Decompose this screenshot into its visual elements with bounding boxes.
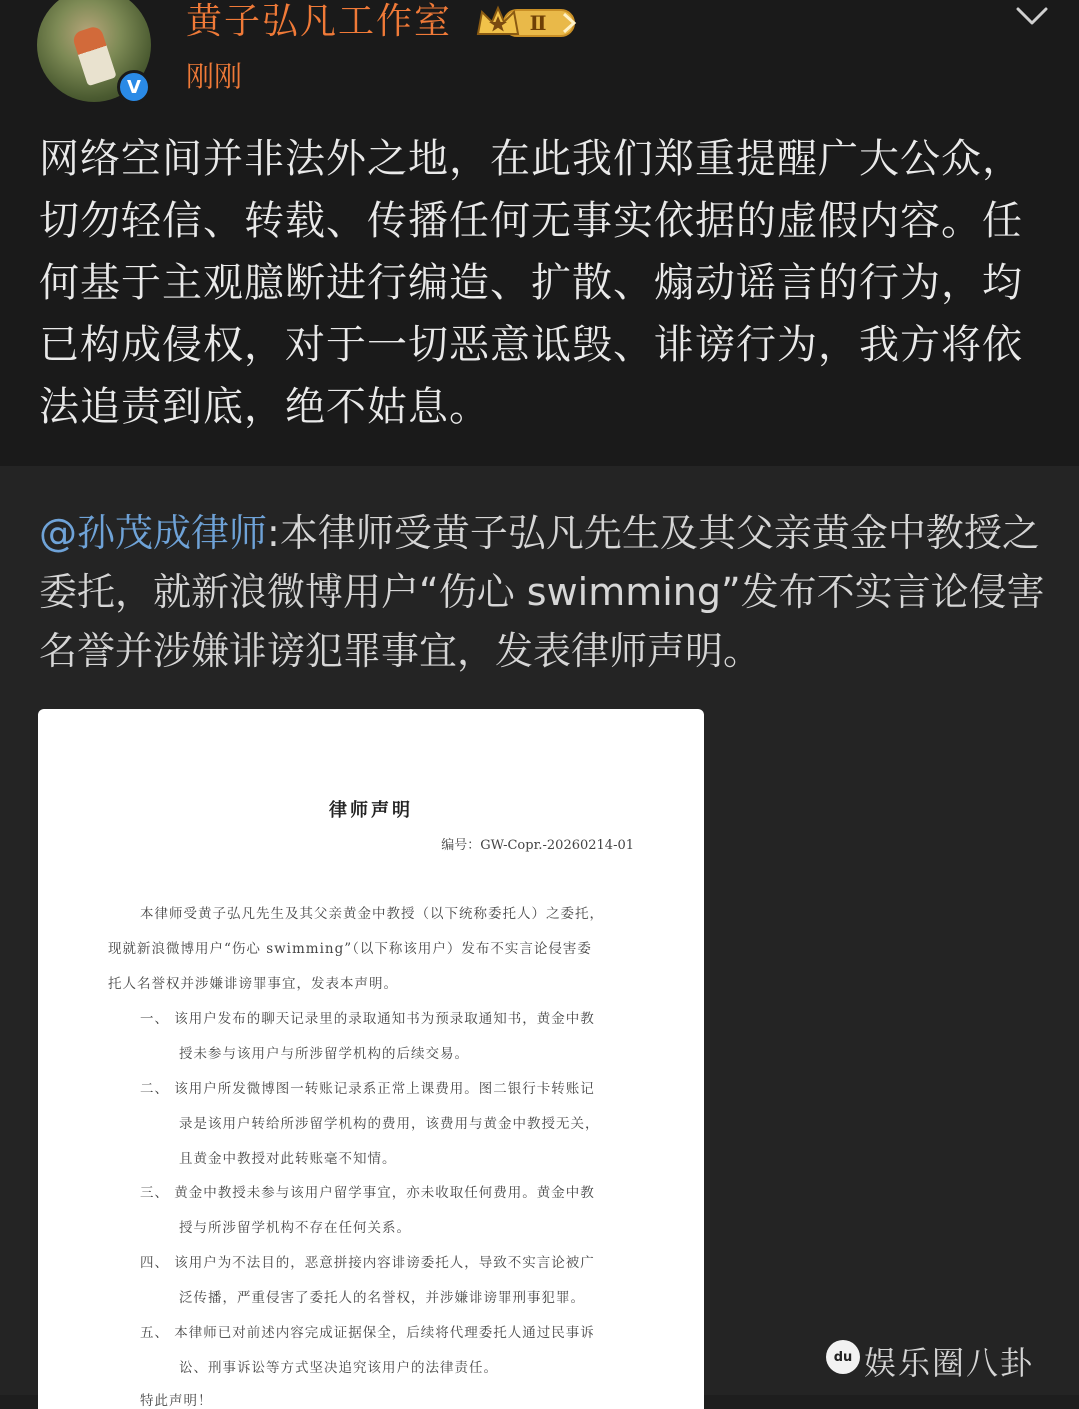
statement-document-image[interactable] [38,709,704,1409]
document-line: 托人名誉权并涉嫌诽谤罪事宜，发表本声明。 [108,976,398,992]
document-line: 二、 该用户所发微博图一转账记录系正常上课费用。图二银行卡转账记 [140,1081,595,1097]
watermark-text: 娱乐圈八卦 [864,1344,1035,1382]
post-header-section [0,0,1079,466]
document-line: 三、 黄金中教授未参与该用户留学事宜，亦未收取任何费用。黄金中教 [140,1185,595,1201]
mention-link[interactable]: @孙茂成律师 [39,511,268,555]
document-line: 四、 该用户为不法目的，恶意拼接内容诽谤委托人，导致不实言论被广 [140,1255,595,1271]
chevron-down-icon[interactable] [1015,4,1049,28]
paw-logo-icon: du [826,1340,860,1374]
document-line: 特此声明！ [140,1393,213,1409]
vip-crown-icon[interactable] [474,4,580,40]
document-line: 一、 该用户发布的聊天记录里的录取通知书为预录取通知书，黄金中教 [140,1011,595,1027]
document-line: 授与所涉留学机构不存在任何关系。 [179,1220,411,1236]
document-line: 五、 本律师已对前述内容完成证据保全，后续将代理委托人通过民事诉 [140,1325,595,1341]
post-timestamp: 刚刚 [186,60,243,93]
document-line: 且黄金中教授对此转账毫不知情。 [179,1151,397,1167]
document-line: 泛传播，严重侵害了委托人的名誉权，并涉嫌诽谤罪刑事犯罪。 [179,1290,585,1306]
reposted-content[interactable] [0,466,1079,1409]
post-body-text: 网络空间并非法外之地，在此我们郑重提醒广大公众，切勿轻信、转载、传播任何无事实依据的虚假内容。任何基于主观臆断进行编造、扩散、煽动谣言的行为，均已构成侵权，对于一切恶意诋毁、诽谤行为，我方将依法追责到底，绝不姑息。 [39,136,1023,430]
document-line: 本律师受黄子弘凡先生及其父亲黄金中教授（以下统称委托人）之委托， [140,906,604,922]
document-line: 授未参与该用户与所涉留学机构的后续交易。 [179,1046,469,1062]
document-line: 现就新浪微博用户“伤心 swimming”（以下称该用户）发布不实言论侵害委 [108,941,592,957]
document-line: 讼、刑事诉讼等方式坚决追究该用户的法律责任。 [179,1360,498,1376]
vip-level-text: Ⅱ [529,11,547,35]
repost-body [39,504,1049,681]
document-number: 编号：GW-Copr.-20260214-01 [441,838,634,853]
avatar-figure [71,25,117,87]
username-link[interactable]: 黄子弘凡工作室 [186,1,453,42]
document-title: 律师声明 [329,800,413,821]
repost-text: :本律师受黄子弘凡先生及其父亲黄金中教授之委托，就新浪微博用户“伤心 swimming”发布不实言论侵害名誉并涉嫌诽谤犯罪事宜，发表律师声明。 [39,511,1045,673]
verified-icon: V [117,70,151,104]
watermark [826,1334,1071,1390]
document-line: 录是该用户转给所涉留学机构的费用，该费用与黄金中教授无关， [179,1116,600,1132]
